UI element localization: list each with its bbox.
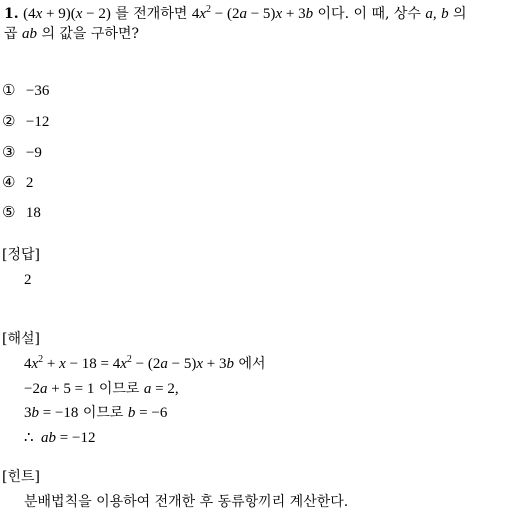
choice-5[interactable] bbox=[2, 203, 41, 222]
explanation-line-1 bbox=[24, 355, 266, 373]
choice-value-3: −9 bbox=[25, 145, 42, 161]
question-text-3: 의 bbox=[453, 6, 467, 22]
choice-value-4: 2 bbox=[25, 175, 34, 191]
choice-marker-5: ⑤ bbox=[2, 203, 16, 221]
question-line-1 bbox=[4, 5, 467, 23]
question-text-1: 를 전개하면 bbox=[115, 6, 188, 22]
choice-3[interactable] bbox=[2, 143, 42, 162]
question-var-ab: ab bbox=[21, 26, 37, 42]
explanation-line-2 bbox=[24, 380, 179, 398]
explanation-line2-expr: −2a + 5 = 1 bbox=[24, 381, 95, 397]
explanation-line3-expr: 3b = −18 bbox=[24, 405, 79, 421]
question-number: 1. bbox=[4, 6, 19, 22]
choice-marker-2: ② bbox=[2, 112, 16, 130]
explanation-label: [해설] bbox=[2, 331, 40, 347]
answer-label: [정답] bbox=[2, 247, 40, 263]
question-expr-left: (4x + 9)(x − 2) bbox=[23, 6, 111, 22]
choice-marker-4: ④ bbox=[2, 173, 16, 191]
choice-2[interactable] bbox=[2, 112, 49, 131]
choice-1[interactable] bbox=[2, 81, 49, 100]
question-expr-right: $4x^2 - (2a - 5)x + 3b$ bbox=[191, 4, 314, 22]
choice-marker-3: ③ bbox=[2, 143, 16, 161]
question-line-2 bbox=[4, 25, 139, 43]
choice-marker-1: ① bbox=[2, 81, 16, 99]
question-line2-pre: 곱 bbox=[4, 26, 18, 42]
question-var-a: a, bbox=[425, 6, 437, 22]
explanation-line1-text: 에서 bbox=[238, 356, 266, 372]
choice-value-5: 18 bbox=[25, 205, 41, 221]
question-var-b: b bbox=[441, 6, 449, 22]
explanation-line2-result: a = 2, bbox=[143, 381, 179, 397]
explanation-line2-text: 이므로 bbox=[98, 381, 140, 397]
hint-text: 분배법칙을 이용하여 전개한 후 동류항끼리 계산한다. bbox=[24, 494, 349, 510]
explanation-line-4: ∴ ab = −12 bbox=[24, 430, 96, 446]
choice-4[interactable] bbox=[2, 173, 33, 192]
answer-value: 2 bbox=[24, 272, 32, 288]
choice-value-1: −36 bbox=[25, 83, 50, 99]
hint-label: [힌트] bbox=[2, 469, 40, 485]
explanation-line-3 bbox=[24, 404, 167, 422]
explanation-line3-result: b = −6 bbox=[127, 405, 168, 421]
explanation-line1-expr: $4x^2 + x - 18 = 4x^2 - (2a - 5)x + 3b$ bbox=[24, 354, 234, 372]
question-text-2: 이다. 이 때, 상수 bbox=[317, 6, 421, 22]
choice-value-2: −12 bbox=[25, 114, 50, 130]
explanation-line3-text: 이므로 bbox=[82, 405, 124, 421]
question-line2-post: 의 값을 구하면? bbox=[41, 26, 139, 42]
